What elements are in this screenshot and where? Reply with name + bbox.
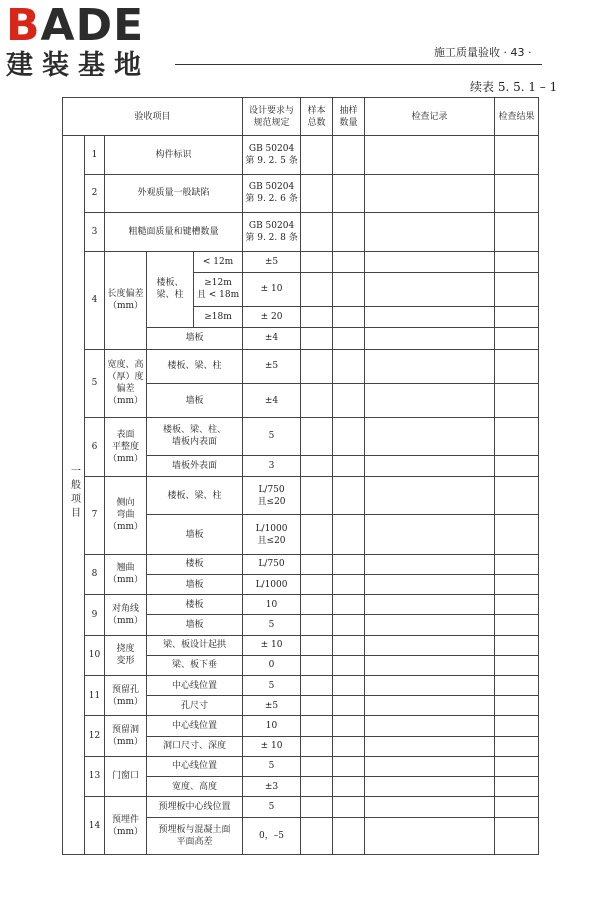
- sample-count-cell: [333, 418, 365, 455]
- result-cell: [495, 655, 539, 675]
- record-cell: [365, 716, 495, 736]
- record-cell: [365, 635, 495, 655]
- requirement-value: [243, 174, 301, 212]
- record-cell: [365, 213, 495, 251]
- sample-total-cell: [301, 574, 333, 594]
- sub-item: 预埋板中心线位置: [147, 797, 243, 818]
- sub-item: 中心线位置: [147, 756, 243, 776]
- sub-item: 墙板: [147, 515, 243, 554]
- record-cell: [365, 756, 495, 776]
- sample-total-cell: [301, 174, 333, 212]
- sub-item: 楼板: [147, 595, 243, 615]
- col-header-record: 检查记录: [365, 98, 495, 136]
- sub-item: 墙板外表面: [147, 455, 243, 476]
- row-number: 10: [85, 635, 105, 675]
- result-cell: [495, 675, 539, 695]
- table-row: [63, 756, 539, 776]
- result-cell: [495, 307, 539, 328]
- item-name: 门窗口: [105, 756, 147, 796]
- sample-total-cell: [301, 136, 333, 174]
- item-name: [105, 716, 147, 756]
- requirement-value: ±4: [243, 383, 301, 417]
- item-name-line1: 表面: [116, 430, 135, 441]
- sample-count-cell: [333, 818, 365, 855]
- sub-item: 墙板: [147, 328, 243, 349]
- condition: < 12m: [194, 251, 243, 272]
- sub-item-line2: 墙板内表面: [172, 437, 218, 448]
- sub-item: 墙板: [147, 574, 243, 594]
- result-cell: [495, 136, 539, 174]
- result-cell: [495, 554, 539, 574]
- sample-total-cell: [301, 418, 333, 455]
- requirement-line1: GB 50204: [248, 144, 295, 155]
- sample-total-cell: [301, 595, 333, 615]
- item-name-line2: （mm）: [107, 737, 144, 748]
- inspection-table: [62, 97, 539, 855]
- sample-count-cell: [333, 383, 365, 417]
- item-name-line2: （厚）度: [107, 372, 144, 383]
- record-cell: [365, 383, 495, 417]
- result-cell: [495, 736, 539, 756]
- requirement-value: 5: [243, 675, 301, 695]
- item-name-line2: 弯曲: [116, 510, 135, 521]
- item-name: [105, 476, 147, 554]
- item-name-line3: （mm）: [107, 454, 144, 465]
- result-cell: [495, 418, 539, 455]
- item-name: [105, 418, 147, 477]
- condition: ≥18m: [194, 307, 243, 328]
- sample-count-cell: [333, 328, 365, 349]
- requirement-value: ±5: [243, 251, 301, 272]
- result-cell: [495, 696, 539, 716]
- result-cell: [495, 272, 539, 306]
- item-name-line2: （mm）: [107, 575, 144, 586]
- requirement-value: ±4: [243, 328, 301, 349]
- item-name: [105, 251, 147, 349]
- row-number: 3: [85, 213, 105, 251]
- result-cell: [495, 574, 539, 594]
- sample-count-cell: [333, 272, 365, 306]
- table-row: [63, 554, 539, 574]
- item-name-line1: 长度偏差: [107, 289, 144, 300]
- item-name-line1: 侧向: [116, 498, 135, 509]
- result-cell: [495, 818, 539, 855]
- record-cell: [365, 251, 495, 272]
- row-number: 2: [85, 174, 105, 212]
- page-header-title: 施工质量验收 · 43 ·: [434, 46, 532, 59]
- logo: [6, 0, 150, 81]
- row-number: 8: [85, 554, 105, 594]
- sample-count-cell: [333, 455, 365, 476]
- record-cell: [365, 696, 495, 716]
- sample-total-cell: [301, 328, 333, 349]
- requirement-line2: 且≤20: [257, 496, 286, 507]
- table-header-row: [63, 98, 539, 136]
- sample-count-cell: [333, 655, 365, 675]
- requirement-line1: GB 50204: [248, 220, 295, 231]
- sub-item: 墙板: [147, 615, 243, 635]
- table-row: [63, 213, 539, 251]
- result-cell: [495, 251, 539, 272]
- sample-total-cell: [301, 213, 333, 251]
- requirement-line2: 第 9. 2. 8 条: [245, 232, 298, 243]
- sample-count-cell: [333, 515, 365, 554]
- item-name: [105, 349, 147, 418]
- item-name-line2: （mm）: [107, 826, 144, 837]
- row-number: 11: [85, 675, 105, 715]
- sample-count-cell: [333, 476, 365, 514]
- row-number: 9: [85, 595, 105, 635]
- sample-total-cell: [301, 554, 333, 574]
- sample-count-cell: [333, 797, 365, 818]
- sub-item-line2: 梁、柱: [156, 290, 184, 301]
- row-number: 12: [85, 716, 105, 756]
- item-name-line1: 预埋件: [111, 814, 139, 825]
- requirement-line2: 且≤20: [257, 535, 286, 546]
- sub-item: 中心线位置: [147, 716, 243, 736]
- sample-total-cell: [301, 797, 333, 818]
- sample-count-cell: [333, 756, 365, 776]
- item-name-line1: 宽度、高: [107, 360, 144, 371]
- sample-total-cell: [301, 476, 333, 514]
- col-header-requirement-line1: 设计要求与: [249, 105, 295, 116]
- result-cell: [495, 328, 539, 349]
- col-header-result: 检查结果: [495, 98, 539, 136]
- requirement-line1: GB 50204: [248, 182, 295, 193]
- item-name: 粗糙面质量和键槽数量: [105, 213, 243, 251]
- col-header-requirement-line2: 规范规定: [253, 117, 290, 128]
- item-name-line3: 偏差: [116, 384, 135, 395]
- logo-brand-accent: B: [6, 0, 41, 51]
- item-name: [105, 675, 147, 715]
- requirement-value: 0，–5: [243, 818, 301, 855]
- sub-item: 洞口尺寸、深度: [147, 736, 243, 756]
- sample-count-cell: [333, 736, 365, 756]
- sample-total-cell: [301, 696, 333, 716]
- sample-count-cell: [333, 595, 365, 615]
- sub-item: [147, 251, 194, 328]
- record-cell: [365, 515, 495, 554]
- requirement-value: 5: [243, 797, 301, 818]
- record-cell: [365, 307, 495, 328]
- sample-total-cell: [301, 635, 333, 655]
- sample-total-cell: [301, 736, 333, 756]
- sample-total-cell: [301, 675, 333, 695]
- requirement-value: ±5: [243, 349, 301, 383]
- requirement-value: [243, 476, 301, 514]
- sub-item: 梁、板设计起拱: [147, 635, 243, 655]
- item-name-line1: 挠度: [116, 644, 135, 655]
- sub-item-line2: 平面高差: [176, 837, 213, 848]
- sample-total-cell: [301, 716, 333, 736]
- group-label-text: 一般项目: [68, 465, 80, 522]
- row-number: 14: [85, 797, 105, 855]
- result-cell: [495, 615, 539, 635]
- sample-total-cell: [301, 251, 333, 272]
- col-header-sample-line1: 抽样: [339, 105, 358, 116]
- table-row: [63, 251, 539, 272]
- requirement-value: ± 10: [243, 635, 301, 655]
- sample-count-cell: [333, 349, 365, 383]
- requirement-value: [243, 515, 301, 554]
- col-header-total-line1: 样本: [307, 105, 326, 116]
- result-cell: [495, 595, 539, 615]
- sample-count-cell: [333, 251, 365, 272]
- sample-total-cell: [301, 307, 333, 328]
- result-cell: [495, 756, 539, 776]
- requirement-value: ±5: [243, 696, 301, 716]
- item-name-line3: （mm）: [107, 522, 144, 533]
- sample-total-cell: [301, 655, 333, 675]
- logo-subtitle: 建装基地: [6, 50, 150, 81]
- table-row: [63, 174, 539, 212]
- logo-brand-rest: ADE: [40, 0, 145, 51]
- sample-count-cell: [333, 716, 365, 736]
- sample-total-cell: [301, 455, 333, 476]
- table-reference: 续表 5. 5. 1 – 1: [470, 80, 558, 94]
- record-cell: [365, 328, 495, 349]
- result-cell: [495, 515, 539, 554]
- result-cell: [495, 776, 539, 796]
- sample-total-cell: [301, 776, 333, 796]
- result-cell: [495, 174, 539, 212]
- sample-total-cell: [301, 756, 333, 776]
- record-cell: [365, 418, 495, 455]
- col-header-item: 验收项目: [63, 98, 243, 136]
- sub-item: [147, 418, 243, 455]
- sample-total-cell: [301, 818, 333, 855]
- table-row: [63, 797, 539, 818]
- col-header-total-line2: 总数: [307, 117, 326, 128]
- sub-item: [147, 818, 243, 855]
- col-header-requirement: [243, 98, 301, 136]
- requirement-value: 10: [243, 716, 301, 736]
- table-row: [63, 349, 539, 383]
- requirement-value: 3: [243, 455, 301, 476]
- table-row: [63, 675, 539, 695]
- item-name-line2: （mm）: [107, 696, 144, 707]
- item-name: [105, 595, 147, 635]
- table-row: [63, 595, 539, 615]
- item-name-line2: （mm）: [107, 301, 144, 312]
- record-cell: [365, 615, 495, 635]
- condition-line2: 且 < 18m: [196, 290, 240, 301]
- requirement-value: L/1000: [243, 574, 301, 594]
- requirement-line2: 第 9. 2. 6 条: [245, 194, 298, 205]
- sample-count-cell: [333, 776, 365, 796]
- sample-count-cell: [333, 574, 365, 594]
- sub-item-line1: 楼板、: [156, 278, 184, 289]
- table-row: [63, 716, 539, 736]
- item-name-line2: 平整度: [111, 442, 139, 453]
- result-cell: [495, 349, 539, 383]
- record-cell: [365, 655, 495, 675]
- table-row: [63, 136, 539, 174]
- sub-item: 孔尺寸: [147, 696, 243, 716]
- sub-item: 中心线位置: [147, 675, 243, 695]
- item-name: [105, 797, 147, 855]
- record-cell: [365, 455, 495, 476]
- table-row: [63, 418, 539, 455]
- row-number: 13: [85, 756, 105, 796]
- record-cell: [365, 595, 495, 615]
- result-cell: [495, 797, 539, 818]
- table-row: [63, 476, 539, 514]
- requirement-value: ±3: [243, 776, 301, 796]
- item-name-line1: 预留洞: [111, 725, 139, 736]
- requirement-value: [243, 213, 301, 251]
- sample-total-cell: [301, 383, 333, 417]
- record-cell: [365, 797, 495, 818]
- item-name: [105, 554, 147, 594]
- sub-item: 楼板、梁、柱: [147, 349, 243, 383]
- item-name-line1: 翘曲: [116, 563, 135, 574]
- header-divider: [175, 64, 542, 65]
- record-cell: [365, 554, 495, 574]
- sample-count-cell: [333, 615, 365, 635]
- sample-count-cell: [333, 675, 365, 695]
- logo-brand: [6, 0, 150, 51]
- sample-total-cell: [301, 615, 333, 635]
- group-label-general-items: [63, 136, 85, 855]
- row-number: 1: [85, 136, 105, 174]
- sub-item: 梁、板下垂: [147, 655, 243, 675]
- result-cell: [495, 716, 539, 736]
- sub-item-line1: 预埋板与混凝土面: [158, 825, 231, 836]
- record-cell: [365, 675, 495, 695]
- col-header-sample-count: [333, 98, 365, 136]
- sub-item: 宽度、高度: [147, 776, 243, 796]
- requirement-value: ± 10: [243, 272, 301, 306]
- requirement-value: ± 10: [243, 736, 301, 756]
- condition: [194, 272, 243, 306]
- sub-item: 楼板、梁、柱: [147, 476, 243, 514]
- record-cell: [365, 349, 495, 383]
- condition-line1: ≥12m: [204, 278, 232, 289]
- col-header-sample-line2: 数量: [339, 117, 358, 128]
- row-number: 5: [85, 349, 105, 418]
- result-cell: [495, 455, 539, 476]
- sub-item: 墙板: [147, 383, 243, 417]
- result-cell: [495, 476, 539, 514]
- sample-count-cell: [333, 307, 365, 328]
- item-name-line2: 变形: [116, 656, 135, 667]
- record-cell: [365, 476, 495, 514]
- record-cell: [365, 736, 495, 756]
- sample-count-cell: [333, 174, 365, 212]
- requirement-value: 5: [243, 615, 301, 635]
- row-number: 4: [85, 251, 105, 349]
- requirement-value: 5: [243, 756, 301, 776]
- requirement-line1: L/1000: [255, 523, 288, 534]
- sample-total-cell: [301, 349, 333, 383]
- table-row: [63, 635, 539, 655]
- sample-total-cell: [301, 272, 333, 306]
- sample-count-cell: [333, 554, 365, 574]
- record-cell: [365, 776, 495, 796]
- row-number: 6: [85, 418, 105, 477]
- item-name: [105, 635, 147, 675]
- requirement-value: L/750: [243, 554, 301, 574]
- sample-count-cell: [333, 213, 365, 251]
- sub-item: 楼板: [147, 554, 243, 574]
- col-header-sample-total: [301, 98, 333, 136]
- item-name: 外观质量一般缺陷: [105, 174, 243, 212]
- record-cell: [365, 136, 495, 174]
- result-cell: [495, 635, 539, 655]
- item-name-line4: （mm）: [107, 396, 144, 407]
- item-name-line1: 对角线: [111, 603, 139, 614]
- requirement-value: 10: [243, 595, 301, 615]
- item-name-line2: （mm）: [107, 615, 144, 626]
- record-cell: [365, 272, 495, 306]
- row-number: 7: [85, 476, 105, 554]
- requirement-value: ± 20: [243, 307, 301, 328]
- requirement-value: 5: [243, 418, 301, 455]
- requirement-line2: 第 9. 2. 5 条: [245, 156, 298, 167]
- sample-count-cell: [333, 635, 365, 655]
- requirement-value: 0: [243, 655, 301, 675]
- sub-item-line1: 楼板、梁、柱、: [163, 425, 227, 436]
- requirement-line1: L/750: [258, 484, 285, 495]
- sample-total-cell: [301, 515, 333, 554]
- item-name: 构件标识: [105, 136, 243, 174]
- record-cell: [365, 174, 495, 212]
- requirement-value: [243, 136, 301, 174]
- item-name-line1: 预留孔: [111, 684, 139, 695]
- sample-count-cell: [333, 136, 365, 174]
- sample-count-cell: [333, 696, 365, 716]
- record-cell: [365, 574, 495, 594]
- result-cell: [495, 213, 539, 251]
- record-cell: [365, 818, 495, 855]
- result-cell: [495, 383, 539, 417]
